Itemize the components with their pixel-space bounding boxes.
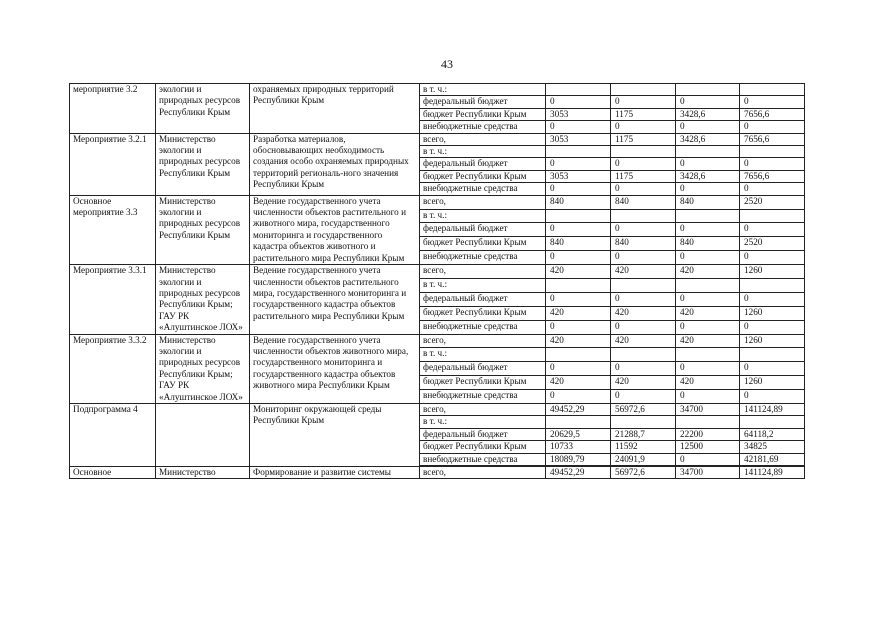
value-cell [676,146,740,158]
funding-source-cell: федеральный бюджет [420,292,546,306]
value-cell: 840 [611,237,676,251]
value-cell: 0 [740,320,805,334]
funding-source-cell: бюджет Республики Крым [420,306,546,320]
value-cell: 0 [676,96,740,108]
value-cell [611,84,676,96]
value-cell: 420 [611,306,676,320]
table-row [70,84,805,96]
funding-source-cell: всего, [420,265,546,279]
value-cell: 1260 [740,265,805,279]
value-cell: 0 [740,362,805,376]
value-cell: 0 [611,121,676,133]
program-funding-table [69,83,805,479]
value-cell [676,416,740,428]
value-cell: 7656,6 [740,170,805,182]
value-cell [546,278,611,292]
value-cell [676,84,740,96]
value-cell: 0 [740,183,805,195]
value-cell: 1175 [611,133,676,145]
table-row [70,195,805,209]
value-cell: 840 [676,237,740,251]
funding-source-cell: федеральный бюджет [420,223,546,237]
funding-source-cell: в т. ч.: [420,416,546,428]
event-cell: мероприятие 3.2 [70,84,156,134]
value-cell: 0 [546,292,611,306]
value-cell: 840 [546,195,611,209]
description-cell: Разработка материалов, обосновывающих необходимость создания особо охраняемых природных территорий региональ-ного значения Республики Крым [250,133,420,195]
table-row [70,133,805,145]
value-cell: 0 [611,292,676,306]
value-cell: 3053 [546,108,611,120]
value-cell: 420 [676,376,740,390]
value-cell: 49452,29 [546,467,611,479]
funding-source-cell: федеральный бюджет [420,428,546,440]
value-cell: 64118,2 [740,428,805,440]
value-cell [611,209,676,223]
value-cell: 420 [546,376,611,390]
value-cell: 0 [676,453,740,465]
description-cell: Ведение государственного учета численности объектов растительного мира, государственного мониторинга и государственного кадастра объектов растительного мира Республики Крым [250,265,420,334]
value-cell: 42181,69 [740,453,805,465]
funding-source-cell: бюджет Республики Крым [420,237,546,251]
table-row [70,403,805,415]
funding-source-cell: внебюджетные средства [420,390,546,404]
value-cell: 2520 [740,237,805,251]
value-cell [546,416,611,428]
value-cell: 20629,5 [546,428,611,440]
value-cell: 0 [546,96,611,108]
description-cell: Мониторинг окружающей среды Республики Крым [250,403,420,466]
value-cell: 1260 [740,334,805,348]
value-cell: 12500 [676,441,740,453]
value-cell: 0 [546,223,611,237]
value-cell: 0 [676,390,740,404]
funding-source-cell: федеральный бюджет [420,158,546,170]
value-cell: 420 [546,334,611,348]
value-cell: 56972,6 [611,467,676,479]
value-cell: 420 [611,334,676,348]
value-cell: 3428,6 [676,133,740,145]
value-cell [676,278,740,292]
executor-cell: Министерство экологии и природных ресурсов Республики Крым; ГАУ РК «Алуштинское ЛОХ» [156,265,250,334]
description-cell: охраняемых природных территорий Республики Крым [250,84,420,134]
value-cell: 3053 [546,133,611,145]
value-cell: 34825 [740,441,805,453]
value-cell: 7656,6 [740,133,805,145]
value-cell: 7656,6 [740,108,805,120]
value-cell: 141124,89 [740,403,805,415]
value-cell: 0 [676,223,740,237]
table-row [70,265,805,279]
funding-source-cell: в т. ч.: [420,84,546,96]
description-cell: Ведение государственного учета численности объектов животного мира, государственного мониторинга и государственного кадастра объектов животного мира Республики Крым [250,334,420,403]
value-cell [740,416,805,428]
value-cell: 22200 [676,428,740,440]
funding-source-cell: бюджет Республики Крым [420,376,546,390]
funding-source-cell: всего, [420,133,546,145]
value-cell: 0 [676,158,740,170]
value-cell: 0 [611,96,676,108]
funding-source-cell: в т. ч.: [420,209,546,223]
table-body [70,84,805,479]
value-cell: 420 [676,334,740,348]
funding-source-cell: федеральный бюджет [420,362,546,376]
value-cell: 0 [546,320,611,334]
funding-source-cell: в т. ч.: [420,348,546,362]
event-cell: Подпрограмма 4 [70,403,156,466]
value-cell: 0 [546,390,611,404]
value-cell: 0 [740,223,805,237]
value-cell: 420 [611,265,676,279]
value-cell: 420 [546,306,611,320]
value-cell: 420 [611,376,676,390]
executor-cell: экологии и природных ресурсов Республики Крым [156,84,250,134]
value-cell: 1260 [740,376,805,390]
value-cell: 420 [676,306,740,320]
value-cell [611,146,676,158]
value-cell: 34700 [676,467,740,479]
value-cell: 21288,7 [611,428,676,440]
value-cell [611,416,676,428]
value-cell: 0 [676,362,740,376]
value-cell: 0 [676,292,740,306]
executor-cell [156,403,250,466]
value-cell [546,348,611,362]
value-cell: 0 [740,121,805,133]
value-cell: 420 [546,265,611,279]
value-cell [676,348,740,362]
value-cell: 10733 [546,441,611,453]
value-cell: 840 [676,195,740,209]
value-cell: 0 [740,96,805,108]
value-cell: 141124,89 [740,467,805,479]
value-cell [611,278,676,292]
value-cell: 0 [546,362,611,376]
page-number: 43 [441,57,453,71]
value-cell: 0 [740,292,805,306]
funding-source-cell: всего, [420,195,546,209]
value-cell: 0 [611,251,676,265]
event-cell: Основное [70,467,156,479]
value-cell: 1260 [740,306,805,320]
value-cell: 0 [740,158,805,170]
funding-source-cell: в т. ч.: [420,146,546,158]
value-cell: 18089,79 [546,453,611,465]
funding-source-cell: внебюджетные средства [420,121,546,133]
value-cell [740,209,805,223]
funding-source-cell: бюджет Республики Крым [420,108,546,120]
value-cell: 0 [546,251,611,265]
funding-source-cell: внебюджетные средства [420,251,546,265]
executor-cell: Министерство [156,467,250,479]
value-cell: 0 [546,158,611,170]
description-cell: Формирование и развитие системы [250,467,420,479]
value-cell [676,209,740,223]
value-cell: 3053 [546,170,611,182]
value-cell: 1175 [611,108,676,120]
value-cell: 0 [676,251,740,265]
value-cell [546,209,611,223]
value-cell: 840 [611,195,676,209]
funding-source-cell: бюджет Республики Крым [420,170,546,182]
value-cell: 0 [676,183,740,195]
funding-source-cell: внебюджетные средства [420,320,546,334]
value-cell: 0 [546,183,611,195]
event-cell: Основное мероприятие 3.3 [70,195,156,264]
funding-source-cell: всего, [420,334,546,348]
value-cell: 0 [740,251,805,265]
table-row [70,467,805,479]
value-cell: 56972,6 [611,403,676,415]
value-cell: 0 [546,121,611,133]
value-cell: 0 [611,183,676,195]
value-cell: 3428,6 [676,108,740,120]
funding-source-cell: всего, [420,403,546,415]
value-cell: 49452,29 [546,403,611,415]
value-cell: 2520 [740,195,805,209]
value-cell [611,348,676,362]
value-cell: 34700 [676,403,740,415]
event-cell: Мероприятие 3.2.1 [70,133,156,195]
funding-source-cell: в т. ч.: [420,278,546,292]
funding-source-cell: федеральный бюджет [420,96,546,108]
value-cell: 0 [611,223,676,237]
funding-source-cell: внебюджетные средства [420,453,546,465]
value-cell: 0 [611,362,676,376]
value-cell: 0 [611,320,676,334]
value-cell: 24091,9 [611,453,676,465]
value-cell: 0 [611,158,676,170]
executor-cell: Министерство экологии и природных ресурсов Республики Крым [156,133,250,195]
value-cell: 420 [676,265,740,279]
table-row [70,334,805,348]
value-cell [546,146,611,158]
value-cell: 0 [676,320,740,334]
value-cell [740,348,805,362]
event-cell: Мероприятие 3.3.1 [70,265,156,334]
funding-source-cell: всего, [420,467,546,479]
description-cell: Ведение государственного учета численности объектов растительного и животного мира, государственного мониторинга и государственного кадастра объектов животного и растительного мира Республики Крым [250,195,420,264]
executor-cell: Министерство экологии и природных ресурсов Республики Крым; ГАУ РК «Алуштинское ЛОХ» [156,334,250,403]
value-cell: 840 [546,237,611,251]
funding-source-cell: бюджет Республики Крым [420,441,546,453]
executor-cell: Министерство экологии и природных ресурсов Республики Крым [156,195,250,264]
value-cell: 0 [740,390,805,404]
value-cell [740,84,805,96]
value-cell: 0 [676,121,740,133]
value-cell [740,146,805,158]
value-cell: 3428,6 [676,170,740,182]
value-cell: 0 [611,390,676,404]
value-cell [546,84,611,96]
value-cell [740,278,805,292]
event-cell: Мероприятие 3.3.2 [70,334,156,403]
funding-source-cell: внебюджетные средства [420,183,546,195]
value-cell: 11592 [611,441,676,453]
value-cell: 1175 [611,170,676,182]
